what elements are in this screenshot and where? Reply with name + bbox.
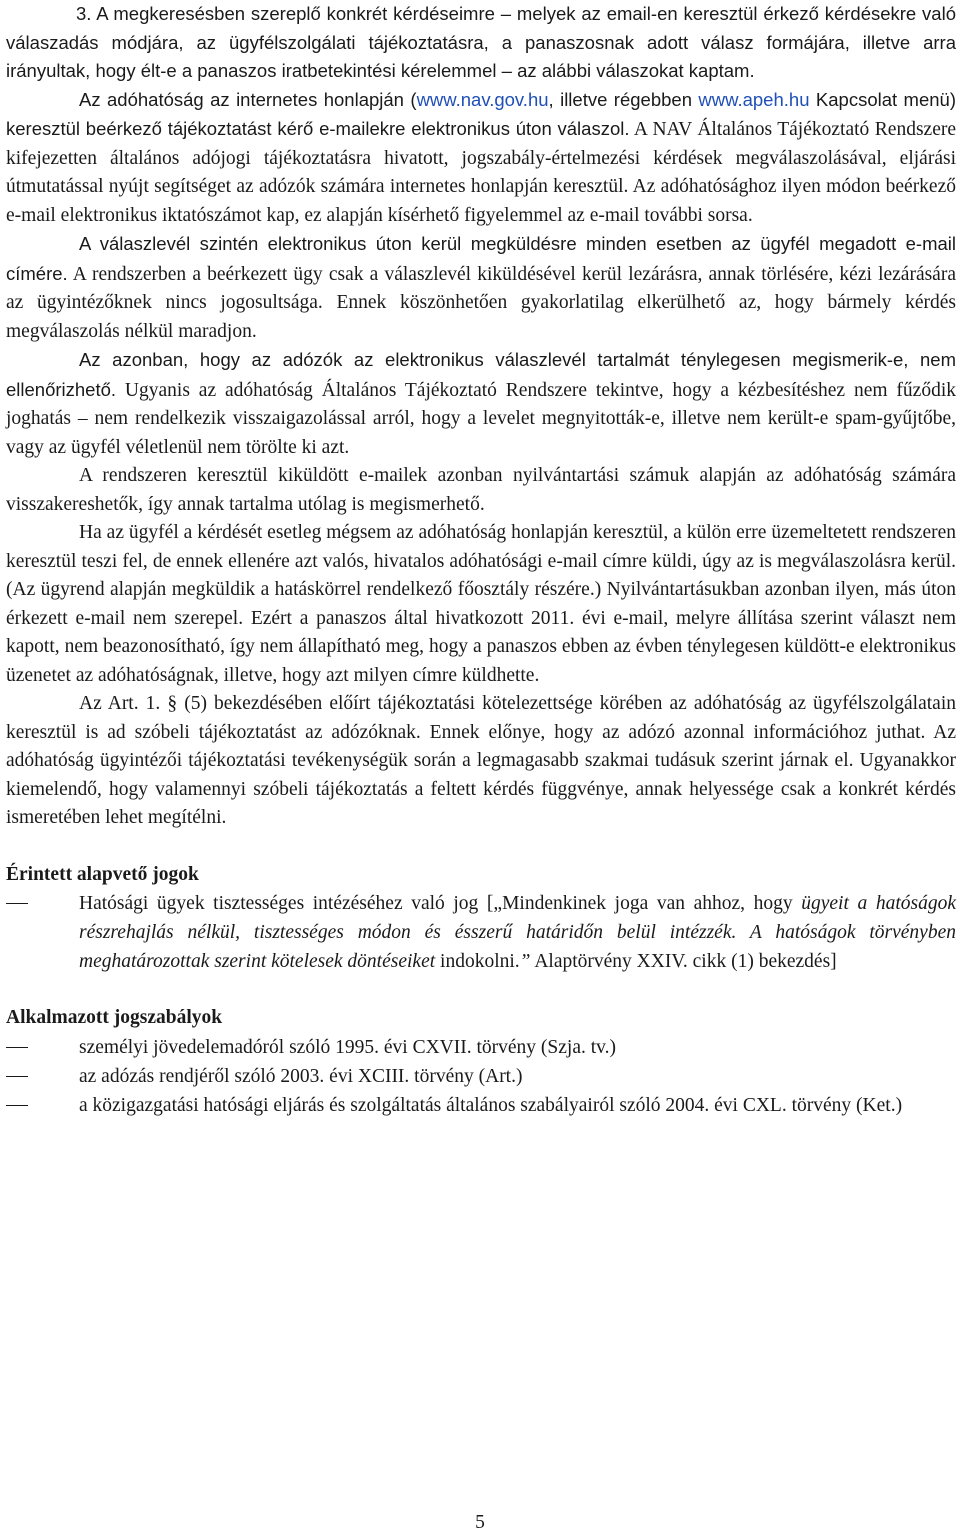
nav-gov-link[interactable]: www.nav.gov.hu: [416, 88, 549, 110]
rights-heading: Érintett alapvető jogok: [6, 863, 199, 885]
paragraph-retrievable: A rendszeren keresztül kiküldött e-mailek azonban nyilvántartási számuk alapján az adóhatóság számára visszakereshetők, így annak tartalma utólag is megismerhető.: [6, 465, 956, 515]
paragraph-reply-sans: A válaszlevél szintén elektronikus úton kerül megküldésre minden esetben az ügyfél megadott e-mail címére.: [6, 233, 956, 284]
list-item: az adózás rendjéről szóló 2003. évi XCIII. törvény (Art.): [6, 1062, 956, 1091]
list-item: a közigazgatási hatósági eljárás és szolgáltatás általános szabályairól szóló 2004. évi CXL. törvény (Ket.): [6, 1091, 956, 1120]
page-number: 5: [475, 1512, 485, 1533]
list-item: Hatósági ügyek tisztességes intézéséhez való jog [„Mindenkinek joga van ahhoz, hogy ügyeit a hatóságok részrehajlás nélkül, tisztességes módon és ésszerű határidőn belül intézzék. A hatóságok törvényben meghatározottak szerint kötelesek döntéseiket indokolni.” Alaptörvény XXIV. cikk (1) bekezdés]: [6, 889, 956, 976]
paragraph-email-channel: [6, 86, 956, 231]
paragraph-verification-serif: Ugyanis az adóhatóság Általános Tájékoztató Rendszere tekintve, hogy a kézbesítéshez nem fűződik joghatás – nem rendelkezik visszaigazolással arról, hogy a levelet megnyitották-e, illetve nem került-e spam-gyűjtőbe, vagy az ügyfél véletlenül nem törölte ki azt.: [6, 379, 956, 458]
document-page: [6, 0, 956, 1120]
paragraph-verification-sans: Az azonban, hogy az adózók az elektronikus válaszlevél tartalmát ténylegesen megismerik-e, nem ellenőrizhető.: [6, 349, 956, 400]
laws-heading: Alkalmazott jogszabályok: [6, 1007, 223, 1028]
paragraph-reply-letter: [6, 230, 956, 346]
rights-list: [6, 889, 956, 976]
paragraph-verification: [6, 346, 956, 462]
paragraph-3-intro: 3. A megkeresésben szereplő konkrét kérdéseimre – melyek az email-en keresztül érkező kérdésekre való válaszadás módjára, az ügyfélszolgálati tájékoztatásra, a panaszosnak adott válasz formájára, illetve arra irányultak, hogy élt-e a panaszos iratbetekintési kérelemmel – az alábbi válaszokat kaptam.: [6, 3, 956, 81]
paragraph-oral-info: Az Art. 1. § (5) bekezdésében előírt tájékoztatási kötelezettsége körében az adóhatóság az ügyfélszolgálatain keresztül is ad szóbeli tájékoztatást az adózóknak. Ennek előnye, hogy az adózó azonnal információhoz juthat. Az adóhatóság ügyintézői tájékoztatási tevékenységük során a legmagasabb szakmai tudásuk szerint járnak el. Ugyanakkor kiemelendő, hogy valamennyi szóbeli tájékoztatás a feltett kérdés függvénye, annak helyessége csak a konkrét kérdés ismeretében lehet megítélni.: [6, 693, 956, 828]
paragraph-reply-serif: A rendszerben a beérkezett ügy csak a válaszlevél kiküldésével kerül lezárásra, annak törlésére, kézi lezárására az ügyintézőknek nincs jogosultsága. Ennek köszönhetően gyakorlatilag elkerülhető az, hogy bármely kérdés megválaszolás nélkül maradjon.: [6, 263, 956, 342]
laws-list: [6, 1033, 956, 1120]
paragraph-email-mid: , illetve régebben: [548, 88, 699, 110]
list-item: személyi jövedelemadóról szóló 1995. évi CXVII. törvény (Szja. tv.): [6, 1033, 956, 1062]
paragraph-email-intro: Az adóhatóság az internetes honlapján (: [79, 88, 417, 110]
paragraph-email-rest-sans: Kapcsolat menü) keresztül beérkező tájékoztatást kérő e-mailekre elektronikus úton válaszol.: [6, 88, 956, 139]
apeh-link[interactable]: www.apeh.hu: [698, 88, 810, 110]
paragraph-email-rest: A NAV Általános Tájékoztató Rendszere kifejezetten általános adójogi tájékoztatásra hivatott, jogszabály-értelmezési kérdések megválaszolásával, eljárási útmutatással nyújt segítséget az adózók számára internetes honlapján keresztül. Az adóhatósághoz ilyen módon beérkező e-mail elektronikus iktatószámot kap, ez alapján kísérhető figyelemmel az e-mail további sorsa.: [6, 119, 957, 226]
paragraph-other-channel: Ha az ügyfél a kérdését esetleg mégsem az adóhatóság honlapján keresztül, a külön erre üzemeltetett rendszeren keresztül teszi fel, de ennek ellenére azt valós, hivatalos adóhatósági e-mail címre küldi, úgy az is megválaszolásra kerül. (Az ügyrend alapján megküldik a hatáskörrel rendelkező főosztály részére.) Nyilvántartásukban azonban ilyen, más úton érkezett e-mail nem szerepel. Ezért a panaszos által hivatkozott 2011. évi e-mail, melyre állítása szerint választ nem kapott, nem beazonosítható, így nem állapítható meg, hogy a panaszos ebben az évben ténylegesen küldött-e elektronikus üzenetet az adóhatóságnak, illetve, hogy azt milyen címre küldhette.: [6, 522, 956, 686]
